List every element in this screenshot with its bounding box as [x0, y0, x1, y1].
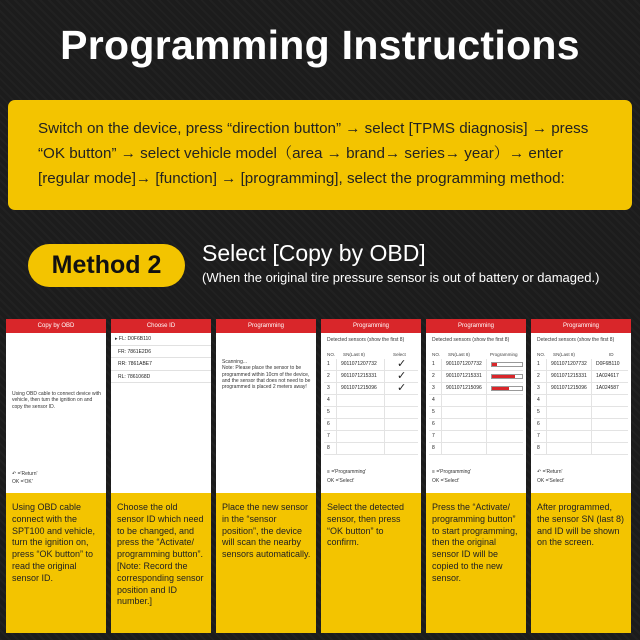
- check-icon: ✓: [397, 382, 407, 394]
- table-row[interactable]: 6: [429, 419, 523, 431]
- table-row[interactable]: 5: [534, 407, 628, 419]
- table-row[interactable]: 2 9011071215331 ✓: [324, 371, 418, 383]
- method-subtitle: (When the original tire pressure sensor is out of battery or damaged.): [202, 270, 600, 285]
- screen-choose-id: [111, 319, 211, 493]
- caret-right-icon: ▸: [115, 336, 118, 342]
- table-row[interactable]: 7: [324, 431, 418, 443]
- col-select: Select: [393, 352, 406, 357]
- table-row[interactable]: 4: [429, 395, 523, 407]
- table-row[interactable]: 5: [324, 407, 418, 419]
- progress-bar: [491, 362, 523, 367]
- col-id: ID: [609, 352, 614, 357]
- method-title: Select [Copy by OBD]: [202, 240, 426, 266]
- table-row[interactable]: 1 9011071207732 ✓: [324, 359, 418, 371]
- return-arrow-icon: ↶: [537, 469, 542, 475]
- col-sn: SN(Last 8): [343, 352, 365, 357]
- table-row[interactable]: 5: [429, 407, 523, 419]
- return-hint: ↶ ='Return': [12, 471, 38, 477]
- table-row[interactable]: 7: [534, 431, 628, 443]
- table-row[interactable]: 8: [534, 443, 628, 455]
- instructions-line-1: Switch on the device, press “direction button” → select [TPMS diagnosis] → press: [38, 120, 589, 137]
- screen-header: Programming: [216, 319, 316, 333]
- table-row[interactable]: 4: [534, 395, 628, 407]
- instructions-line-3: [regular mode]→ [function] → [programming], select the programming method:: [38, 170, 565, 187]
- scanning-note: Scanning... Note: Please place the sensor to be programmed within 10cm of the device, and the sensor that does not need to be programmed is placed 2 meters away!: [222, 359, 311, 391]
- table-row[interactable]: 8: [429, 443, 523, 455]
- table-row[interactable]: 4: [324, 395, 418, 407]
- detected-subtitle: Detected sensors (show the first 8): [432, 337, 510, 343]
- screen-detected-programming: [426, 319, 526, 493]
- ok-hint: OK ='Select': [327, 478, 355, 484]
- ok-hint: OK ='Select': [432, 478, 460, 484]
- table-row[interactable]: 3 9011071215096: [429, 383, 523, 395]
- step-description-4: Select the detected sensor, then press “OK button” to confirm.: [321, 493, 421, 633]
- screen-scanning: [216, 319, 316, 493]
- step-description-5: Press the “Activate/ programming button” to start programming, then the original sensor ID will be copied to the new sensor.: [426, 493, 526, 633]
- table-row[interactable]: 1 9011071207732: [429, 359, 523, 371]
- sensor-id-item-fl[interactable]: ▸ FL: D0F6B110: [111, 333, 211, 346]
- table-row[interactable]: 8: [324, 443, 418, 455]
- programming-hint: ≡ ='Programming': [432, 469, 472, 475]
- col-sn: SN(Last 8): [448, 352, 470, 357]
- screen-header: Choose ID: [111, 319, 211, 333]
- sensor-id-item-fr[interactable]: FR: 7861E2D6: [111, 346, 211, 359]
- screen-header: Copy by OBD: [6, 319, 106, 333]
- instructions-line-2: “OK button” → select vehicle model（area → brand→ series→ year）→ enter: [38, 145, 564, 162]
- col-no: NO.: [432, 352, 441, 357]
- screen-detected-id: [531, 319, 631, 493]
- sensor-id-item-rr[interactable]: RR: 7861ABE7: [111, 358, 211, 371]
- return-hint: ↶ ='Return': [537, 469, 563, 475]
- col-sn: SN(Last 8): [553, 352, 575, 357]
- wireless-icon: ≡: [327, 469, 330, 475]
- wireless-icon: ≡: [432, 469, 435, 475]
- ok-hint: OK ='Select': [537, 478, 565, 484]
- method-badge: Method 2: [28, 244, 185, 287]
- programming-hint: ≡ ='Programming': [327, 469, 367, 475]
- col-no: NO.: [327, 352, 336, 357]
- table-row[interactable]: 6: [534, 419, 628, 431]
- screen-header: Programming: [531, 319, 631, 333]
- progress-bar: [491, 374, 523, 379]
- table-row[interactable]: 3 9011071215096 1A024587: [534, 383, 628, 395]
- check-icon: ✓: [397, 358, 407, 370]
- table-row[interactable]: 6: [324, 419, 418, 431]
- screen-header: Programming: [426, 319, 526, 333]
- table-row[interactable]: 3 9011071215096 ✓: [324, 383, 418, 395]
- check-icon: ✓: [397, 370, 407, 382]
- table-row[interactable]: 1 9011071207732 D0F6B110: [534, 359, 628, 371]
- screen-header: Programming: [321, 319, 421, 333]
- instructions-box: [8, 100, 632, 210]
- screen-copy-by-obd: [6, 319, 106, 493]
- page-title: Programming Instructions: [60, 22, 580, 68]
- ok-hint: OK ='OK': [12, 479, 33, 485]
- table-row[interactable]: 2 9011071215331 1A024617: [534, 371, 628, 383]
- table-row[interactable]: 2 9011071215331: [429, 371, 523, 383]
- step-description-6: After programmed, the sensor SN (last 8) and ID will be shown on the screen.: [531, 493, 631, 633]
- screen-detected-select: [321, 319, 421, 493]
- col-no: NO.: [537, 352, 546, 357]
- step-description-3: Place the new sensor in the “sensor position”, the device will scan the nearby sensors automatically.: [216, 493, 316, 633]
- sensor-id-item-rl[interactable]: RL: 7861068D: [111, 371, 211, 384]
- screen-body-text: Using OBD cable to connect device with vehicle, then turn the ignition on and copy the sensor ID.: [12, 391, 101, 410]
- table-row[interactable]: 7: [429, 431, 523, 443]
- detected-subtitle: Detected sensors (show the first 8): [537, 337, 615, 343]
- col-programming: Programming: [490, 352, 518, 357]
- progress-bar: [491, 386, 523, 391]
- step-description-1: Using OBD cable connect with the SPT100 and vehicle, turn the ignition on, press “OK button” to read the original sensor ID.: [6, 493, 106, 633]
- detected-subtitle: Detected sensors (show the first 8): [327, 337, 405, 343]
- return-arrow-icon: ↶: [12, 471, 17, 477]
- step-description-2: Choose the old sensor ID which need to be changed, and press the “Activate/ programming button”. [Note: Record the corresponding sensor position and ID number.]: [111, 493, 211, 633]
